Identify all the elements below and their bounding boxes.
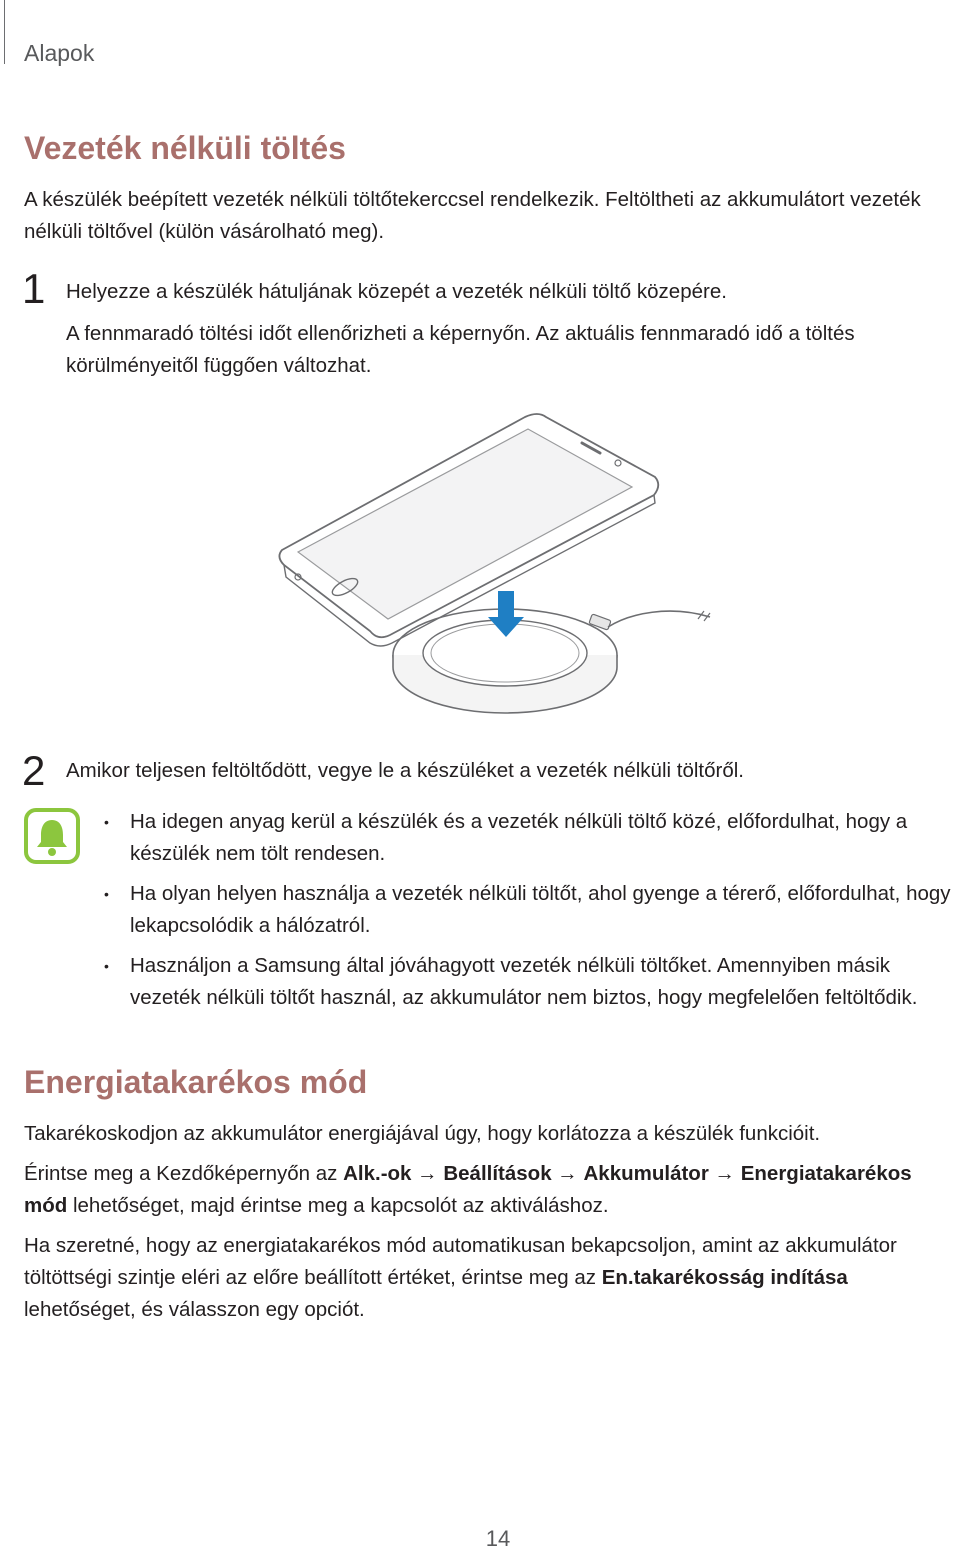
section-title-wireless: Vezeték nélküli töltés [24,130,346,166]
section-title-power-saving: Energiatakarékos mód [24,1064,368,1100]
note-bullet: • [104,814,109,830]
note-bullet: • [104,886,109,902]
note-item-3: Használjon a Samsung által jóváhagyott vezeték nélküli töltőket. Amennyiben másik vezeték nélküli töltőt használ, az akkumulátor nem biztos, hogy megfelelően feltöltődik. [130,954,918,1009]
step-1-number: 1 [22,265,46,312]
wireless-intro: A készülék beépített vezeték nélküli töltőtekerccsel rendelkezik. Feltöltheti az akkumulátort vezeték nélküli töltővel (külön vásárolható meg). [24,188,921,243]
menu-path-power-saving: Energiatakarékos mód [24,1162,912,1217]
power-saving-steps [24,1158,954,1222]
menu-path-apps: Alk. [343,1162,381,1185]
instruction-text: Érintse meg a Kezdőképernyőn az [24,1162,344,1185]
charger-cable [589,611,710,630]
note-bullet: • [104,958,109,974]
note-item-1: Ha idegen anyag kerül a készülék és a vezeték nélküli töltő közé, előfordulhat, hogy a készülék nem tölt rendesen. [130,810,908,865]
page-number: 14 [485,1526,511,1551]
instruction-text-end: lehetőséget, majd érintse meg a kapcsolót az aktiváláshoz. [67,1194,609,1217]
note-item-2: Ha olyan helyen használja a vezeték nélküli töltőt, ahol gyenge a térerő, előfordulhat, hogy lekapcsolódik a hálózatról. [130,882,951,937]
option-start-power-saving: En.takarékosság indítása [601,1266,848,1289]
menu-arrow: → [411,1162,444,1185]
menu-path-apps-suffix: -ok [380,1162,412,1185]
step-1-subtext: A fennmaradó töltési időt ellenőrizheti a képernyőn. Az aktuális fennmaradó idő a töltés körülményeitől függően változhat. [66,322,855,377]
step-2-text: Amikor teljesen feltöltődött, vegye le a készüléket a vezeték nélküli töltőről. [66,759,744,782]
auto-text: Ha szeretné, hogy az energiatakarékos mód automatikusan bekapcsoljon, amint az akkumulátor töltöttségi szintje eléri az előre beállított értéket, érintse meg az [24,1234,897,1289]
menu-path-settings: Beállítások [443,1162,552,1185]
power-saving-auto [24,1230,954,1326]
wireless-charging-illustration [270,405,730,715]
menu-arrow: → [708,1162,741,1185]
chapter-title: Alapok [24,40,95,66]
header-rule [4,0,5,64]
step-2-number: 2 [22,747,46,794]
bell-note-icon [24,808,80,864]
auto-text-end: lehetőséget, és válasszon egy opciót. [24,1298,365,1321]
menu-arrow: → [551,1162,584,1185]
menu-path-battery: Akkumulátor [583,1162,709,1185]
power-saving-intro: Takarékoskodjon az akkumulátor energiájával úgy, hogy korlátozza a készülék funkcióit. [24,1122,821,1145]
step-1-text: Helyezze a készülék hátuljának közepét a vezeték nélküli töltő közepére. [66,280,727,303]
